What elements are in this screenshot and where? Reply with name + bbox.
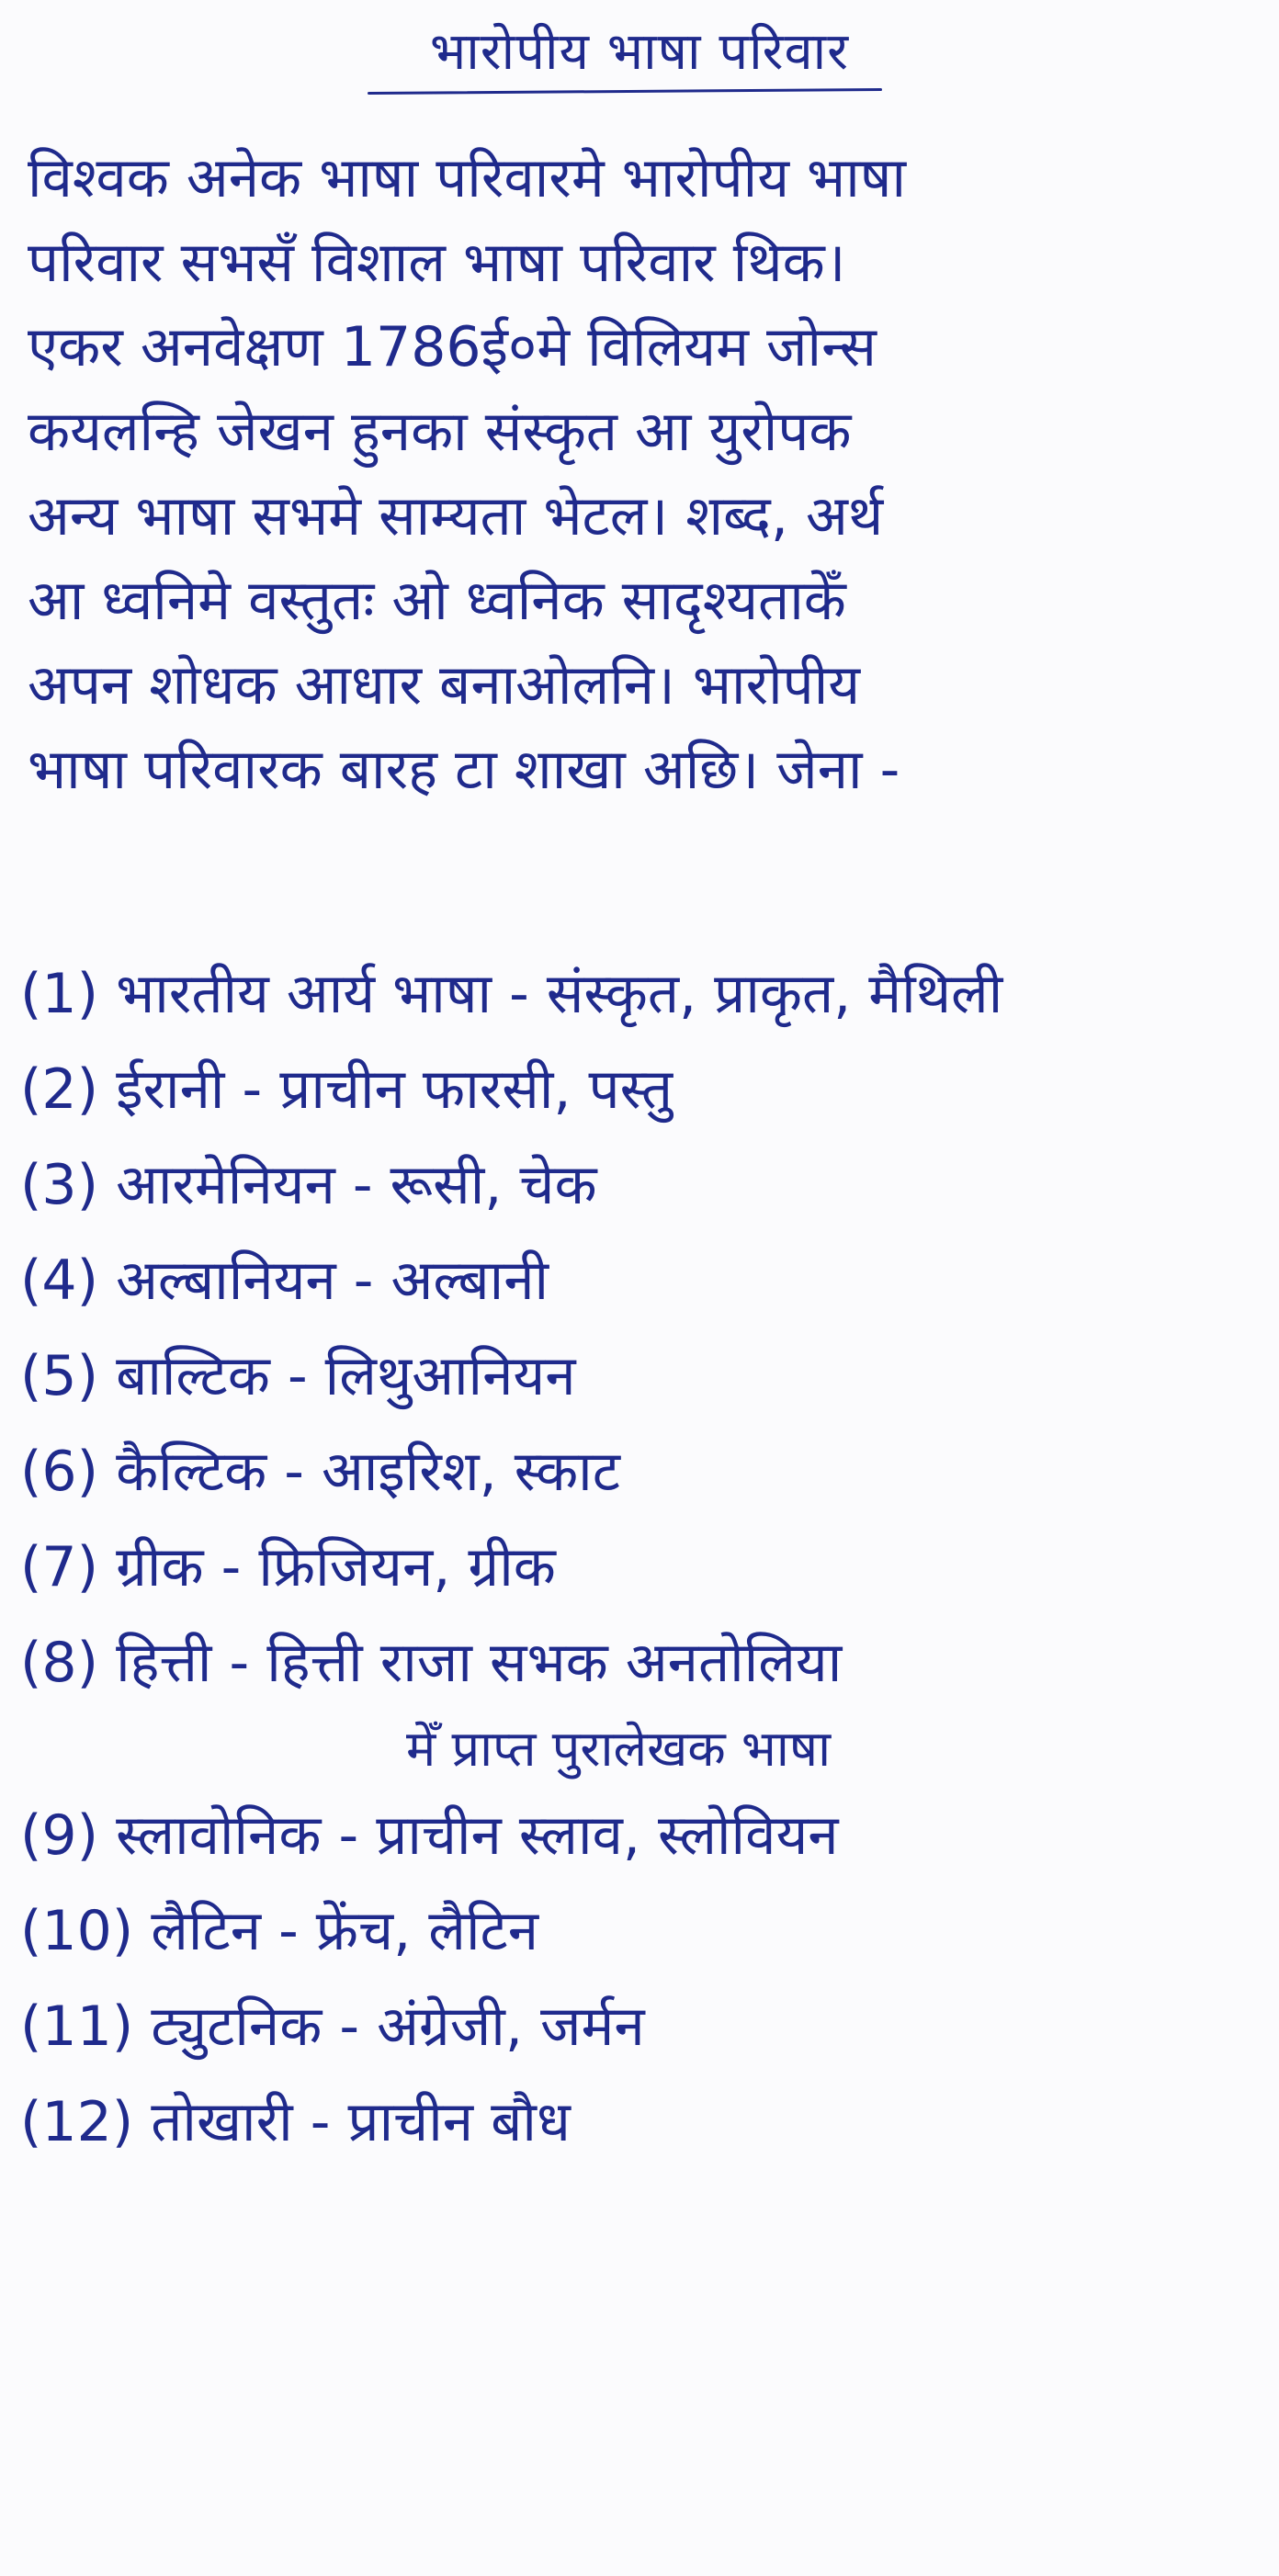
list-item: (2) ईरानी - प्राचीन फारसी, पस्तु [20,1057,673,1122]
intro-paragraph [28,136,1259,812]
paragraph-line: अपन शोधक आधार बनाओलनि। भारोपीय [28,653,861,717]
list-item: (5) बाल्टिक - लिथुआनियन [20,1344,576,1408]
list-item: (3) आरमेनियन - रूसी, चेक [20,1153,597,1217]
branch-list [20,946,1261,2170]
list-item: (7) ग्रीक - फ्रिजियन, ग्रीक [20,1535,556,1599]
title-underline [368,88,882,95]
list-item: (12) तोखारी - प्राचीन बौध [20,2090,571,2154]
list-item: (6) कैल्टिक - आइरिश, स्काट [20,1440,620,1504]
paragraph-line: भाषा परिवारक बारह टा शाखा अछि। जेना - [28,738,900,802]
list-item-continuation: मेँ प्राप्त पुरालेखक भाषा [406,1720,832,1778]
list-item: (4) अल्बानियन - अल्बानी [20,1248,549,1313]
page-title: भारोपीय भाषा परिवार [429,22,850,82]
paragraph-line: एकर अनवेक्षण 1786ई०मे विलियम जोन्स [28,315,877,379]
paragraph-line: आ ध्वनिमे वस्तुतः ओ ध्वनिक सादृश्यताकेँ [28,569,846,633]
paragraph-line: अन्य भाषा सभमे साम्यता भेटल। शब्द, अर्थ [28,484,884,548]
paragraph-line: परिवार सभसँ विशाल भाषा परिवार थिक। [28,231,846,295]
list-item: (9) स्लावोनिक - प्राचीन स्लाव, स्लोवियन [20,1803,839,1868]
paragraph-line: कयलन्हि जेखन हुनका संस्कृत आ युरोपक [28,400,852,464]
list-item: (10) लैटिन - फ्रेंच, लैटिन [20,1899,539,1963]
list-item: (8) हित्ती - हित्ती राजा सभक अनतोलिया [20,1631,843,1695]
list-item: (1) भारतीय आर्य भाषा - संस्कृत, प्राकृत, मैथिली [20,962,1003,1026]
list-item: (11) ट्युटनिक - अंग्रेजी, जर्मन [20,1994,645,2059]
paragraph-line: विश्वक अनेक भाषा परिवारमे भारोपीय भाषा [28,146,907,210]
